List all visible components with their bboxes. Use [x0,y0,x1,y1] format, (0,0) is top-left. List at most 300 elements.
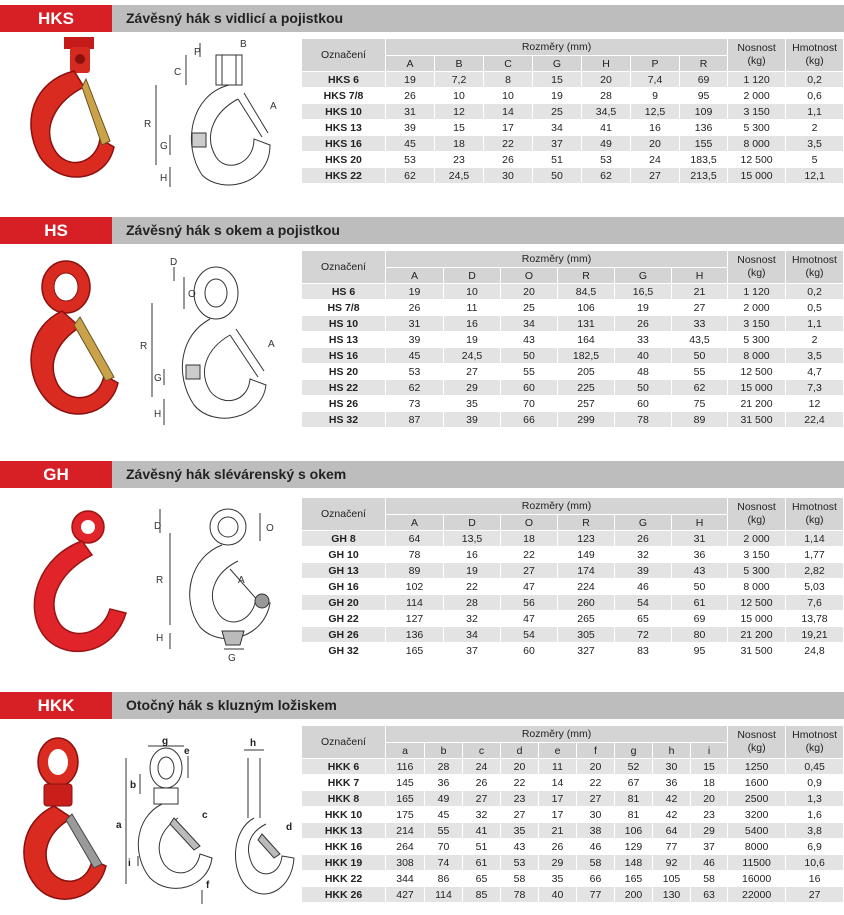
hmotnost-cell: 1,14 [786,531,844,547]
dimension-cell: 58 [577,855,615,871]
product-designation: GH 10 [302,547,386,563]
col-header-dim: b [425,743,463,759]
dimension-cell: 66 [577,871,615,887]
dimension-cell: 34,5 [582,104,631,120]
dimension-cell: 19 [386,72,435,88]
dimension-cell: 50 [533,168,582,184]
dimension-cell: 15 [435,120,484,136]
product-designation: GH 16 [302,579,386,595]
dimension-cell: 85 [463,887,501,903]
dimension-cell: 43,5 [672,332,728,348]
dimension-cell: 40 [615,348,672,364]
dimension-cell: 72 [615,627,672,643]
dimension-cell: 20 [631,136,680,152]
hook-photo [18,257,128,432]
dim-label: a [116,820,122,831]
dimension-cell: 27 [577,791,615,807]
product-designation: HKK 16 [302,839,386,855]
dim-label: A [270,101,277,112]
product-designation: GH 20 [302,595,386,611]
dimension-cell: 39 [444,412,501,428]
hmotnost-cell: 5 [786,152,844,168]
col-header-hmotnost: Hmotnost (kg) [786,498,844,531]
dimension-cell: 20 [582,72,631,88]
hmotnost-cell: 6,9 [786,839,844,855]
dimension-cell: 305 [558,627,615,643]
product-designation: HKS 20 [302,152,386,168]
dimension-cell: 10 [435,88,484,104]
dimension-cell: 26 [386,300,444,316]
dimension-cell: 50 [615,380,672,396]
product-designation: HKK 7 [302,775,386,791]
dimension-cell: 15 [691,759,728,775]
hmotnost-cell: 0,5 [786,300,844,316]
dimension-cell: 19 [386,284,444,300]
dimension-cell: 69 [680,72,728,88]
dimension-cell: 45 [386,136,435,152]
dimension-cell: 54 [501,627,558,643]
dimension-cell: 129 [615,839,653,855]
col-header-dim: c [463,743,501,759]
dimension-cell: 42 [653,791,691,807]
dimension-cell: 149 [558,547,615,563]
spec-table [301,250,844,428]
table-row [302,791,844,807]
hmotnost-cell: 0,9 [786,775,844,791]
col-header-oznaceni: Označení [302,251,386,284]
dimension-cell: 53 [582,152,631,168]
product-designation: HKK 8 [302,791,386,807]
dim-label: b [130,780,137,791]
dimension-cell: 165 [386,791,425,807]
nosnost-cell: 3200 [728,807,786,823]
nosnost-cell: 16000 [728,871,786,887]
dimension-cell: 182,5 [558,348,615,364]
dimension-cell: 165 [615,871,653,887]
dimension-cell: 30 [577,807,615,823]
product-title: Závěsný hák s vidlicí a pojistkou [126,10,344,26]
col-header-dim: D [444,515,501,531]
nosnost-cell: 8 000 [728,348,786,364]
dimension-cell: 114 [425,887,463,903]
nosnost-cell: 12 500 [728,364,786,380]
dimension-cell: 16 [631,120,680,136]
dimension-cell: 10 [484,88,533,104]
nosnost-cell: 31 500 [728,412,786,428]
nosnost-cell: 5400 [728,823,786,839]
hook-photo [14,736,114,911]
nosnost-cell: 1250 [728,759,786,775]
hmotnost-cell: 7,3 [786,380,844,396]
hmotnost-cell: 1,1 [786,316,844,332]
table-row [302,595,844,611]
dim-label: R [140,341,148,352]
product-designation: HKK 19 [302,855,386,871]
section-header [0,5,844,32]
hmotnost-cell: 22,4 [786,412,844,428]
dim-label: P [194,47,201,58]
dimension-cell: 25 [501,300,558,316]
dimension-cell: 427 [386,887,425,903]
dimension-cell: 18 [501,531,558,547]
dimension-cell: 205 [558,364,615,380]
dimension-cell: 17 [539,791,577,807]
table-row [302,643,844,659]
dimension-cell: 53 [386,152,435,168]
col-header-dim: C [484,56,533,72]
dimension-cell: 20 [501,759,539,775]
dimension-cell: 87 [386,412,444,428]
table-row [302,72,844,88]
hmotnost-cell: 0,2 [786,284,844,300]
nosnost-cell: 15 000 [728,168,786,184]
table-row [302,627,844,643]
hmotnost-cell: 12,1 [786,168,844,184]
hmotnost-cell: 0,2 [786,72,844,88]
dimension-cell: 16 [444,547,501,563]
dimension-cell: 24 [463,759,501,775]
table-row [302,284,844,300]
product-code: HKS [0,5,112,32]
col-header-dim: H [582,56,631,72]
dimension-cell: 29 [444,380,501,396]
dimension-cell: 37 [444,643,501,659]
dimension-cell: 130 [653,887,691,903]
dimension-cell: 77 [577,887,615,903]
col-header-dim: H [672,268,728,284]
col-header-nosnost: Nosnost (kg) [728,498,786,531]
dimension-cell: 114 [386,595,444,611]
spec-table [301,497,844,659]
dimension-cell: 35 [444,396,501,412]
dimension-cell: 67 [615,775,653,791]
nosnost-cell: 2 000 [728,300,786,316]
dimension-cell: 39 [615,563,672,579]
dimension-cell: 81 [615,791,653,807]
dimension-cell: 109 [680,104,728,120]
dimension-cell: 14 [484,104,533,120]
hmotnost-cell: 7,6 [786,595,844,611]
dimension-cell: 45 [386,348,444,364]
section-gh [0,461,844,676]
dimension-cell: 40 [539,887,577,903]
dimension-cell: 63 [691,887,728,903]
dimension-cell: 83 [615,643,672,659]
dimension-cell: 30 [653,759,691,775]
dimension-cell: 36 [653,775,691,791]
hmotnost-cell: 3,5 [786,348,844,364]
dimension-cell: 62 [582,168,631,184]
col-header-rozmery: Rozměry (mm) [386,39,728,56]
table-body [302,284,844,428]
dimension-cell: 213,5 [680,168,728,184]
hmotnost-cell: 12 [786,396,844,412]
dimension-cell: 46 [577,839,615,855]
dimension-cell: 78 [615,412,672,428]
dimension-cell: 131 [558,316,615,332]
dimension-cell: 51 [533,152,582,168]
dimension-cell: 78 [501,887,539,903]
dimension-cell: 78 [386,547,444,563]
dim-label: O [188,289,196,300]
dimension-cell: 265 [558,611,615,627]
dimension-cell: 86 [425,871,463,887]
section-hs [0,217,844,442]
hmotnost-cell: 4,7 [786,364,844,380]
hmotnost-cell: 3,5 [786,136,844,152]
dimension-cell: 18 [691,775,728,791]
dimension-cell: 92 [653,855,691,871]
dimension-cell: 136 [386,627,444,643]
dimension-cell: 200 [615,887,653,903]
dimension-cell: 10 [444,284,501,300]
nosnost-cell: 2500 [728,791,786,807]
table-row [302,380,844,396]
hmotnost-cell: 2,82 [786,563,844,579]
dimension-diagram [140,499,300,669]
dimension-cell: 64 [386,531,444,547]
dimension-cell: 23 [691,807,728,823]
dimension-cell: 55 [425,823,463,839]
dimension-cell: 32 [615,547,672,563]
nosnost-cell: 11500 [728,855,786,871]
dimension-cell: 60 [501,643,558,659]
dimension-diagram [114,738,300,913]
dimension-cell: 36 [672,547,728,563]
dimension-cell: 46 [691,855,728,871]
nosnost-cell: 8000 [728,839,786,855]
col-header-dim: G [615,268,672,284]
dimension-cell: 308 [386,855,425,871]
dimension-cell: 39 [386,332,444,348]
product-designation: HKK 13 [302,823,386,839]
section-hks [0,5,844,200]
dim-label: i [128,858,131,869]
dimension-cell: 58 [691,871,728,887]
dimension-cell: 27 [444,364,501,380]
table-row [302,579,844,595]
dim-label: D [154,521,162,532]
dimension-cell: 22 [501,775,539,791]
product-title: Závěsný hák slévárenský s okem [126,466,347,482]
dimension-cell: 22 [484,136,533,152]
hmotnost-cell: 16 [786,871,844,887]
hook-photo [22,509,132,669]
dimension-cell: 74 [425,855,463,871]
table-body [302,72,844,184]
product-code: HS [0,217,112,244]
table-row [302,823,844,839]
product-code: GH [0,461,112,488]
col-header-dim: g [615,743,653,759]
dimension-cell: 60 [615,396,672,412]
product-designation: GH 26 [302,627,386,643]
dimension-cell: 33 [672,316,728,332]
dimension-cell: 50 [672,579,728,595]
dimension-cell: 225 [558,380,615,396]
col-header-rozmery: Rozměry (mm) [386,251,728,268]
dimension-cell: 327 [558,643,615,659]
table-row [302,531,844,547]
dim-label: H [156,633,164,644]
nosnost-cell: 21 200 [728,396,786,412]
dimension-cell: 46 [615,579,672,595]
nosnost-cell: 12 500 [728,595,786,611]
nosnost-cell: 3 150 [728,316,786,332]
product-designation: HKS 13 [302,120,386,136]
spec-table [301,38,844,184]
product-designation: GH 32 [302,643,386,659]
dimension-cell: 34 [501,316,558,332]
dimension-cell: 19 [444,563,501,579]
product-designation: HS 32 [302,412,386,428]
dimension-cell: 39 [386,120,435,136]
product-designation: HKK 6 [302,759,386,775]
product-designation: HS 20 [302,364,386,380]
nosnost-cell: 22000 [728,887,786,903]
dimension-cell: 35 [539,871,577,887]
dimension-cell: 62 [386,380,444,396]
dimension-cell: 22 [577,775,615,791]
dimension-cell: 136 [680,120,728,136]
dimension-cell: 41 [463,823,501,839]
dimension-cell: 52 [615,759,653,775]
dim-label: H [154,409,162,420]
col-header-dim: G [533,56,582,72]
dimension-cell: 53 [501,855,539,871]
nosnost-cell: 31 500 [728,643,786,659]
nosnost-cell: 1 120 [728,72,786,88]
dimension-cell: 36 [425,775,463,791]
product-designation: HKK 22 [302,871,386,887]
product-title: Závěsný hák s okem a pojistkou [126,222,340,238]
col-header-oznaceni: Označení [302,726,386,759]
dimension-cell: 29 [691,823,728,839]
dimension-cell: 260 [558,595,615,611]
dimension-cell: 13,5 [444,531,501,547]
dimension-cell: 43 [501,839,539,855]
dimension-cell: 17 [539,807,577,823]
col-header-dim: O [501,268,558,284]
dimension-cell: 27 [501,563,558,579]
table-row [302,855,844,871]
dim-label: A [238,575,245,586]
dimension-cell: 299 [558,412,615,428]
dimension-cell: 11 [539,759,577,775]
nosnost-cell: 8 000 [728,136,786,152]
dimension-cell: 22 [444,579,501,595]
dimension-cell: 257 [558,396,615,412]
col-header-nosnost: Nosnost (kg) [728,251,786,284]
dim-label: G [228,653,236,664]
dimension-cell: 49 [425,791,463,807]
col-header-dim: O [501,515,558,531]
product-designation: HS 22 [302,380,386,396]
table-row [302,120,844,136]
dimension-cell: 164 [558,332,615,348]
dimension-cell: 14 [539,775,577,791]
product-designation: HKS 6 [302,72,386,88]
dimension-cell: 20 [577,759,615,775]
dimension-cell: 105 [653,871,691,887]
hmotnost-cell: 24,8 [786,643,844,659]
dimension-cell: 77 [653,839,691,855]
nosnost-cell: 1 120 [728,284,786,300]
dimension-cell: 27 [631,168,680,184]
hmotnost-cell: 1,3 [786,791,844,807]
dimension-diagram [130,257,300,432]
dimension-cell: 31 [386,316,444,332]
product-designation: HKS 22 [302,168,386,184]
dim-label: R [144,119,152,130]
dimension-cell: 16 [444,316,501,332]
hmotnost-cell: 0,45 [786,759,844,775]
dim-label: c [202,810,208,821]
dimension-cell: 49 [582,136,631,152]
table-row [302,364,844,380]
dimension-cell: 148 [615,855,653,871]
dimension-cell: 9 [631,88,680,104]
table-row [302,775,844,791]
dimension-cell: 123 [558,531,615,547]
table-row [302,348,844,364]
dimension-cell: 183,5 [680,152,728,168]
dimension-cell: 41 [582,120,631,136]
dimension-cell: 89 [672,412,728,428]
dimension-cell: 32 [463,807,501,823]
nosnost-cell: 5 300 [728,563,786,579]
product-designation: HKS 10 [302,104,386,120]
col-header-dim: R [558,515,615,531]
hmotnost-cell: 13,78 [786,611,844,627]
dimension-cell: 214 [386,823,425,839]
dimension-cell: 65 [615,611,672,627]
col-header-hmotnost: Hmotnost (kg) [786,39,844,72]
col-header-hmotnost: Hmotnost (kg) [786,251,844,284]
product-designation: HKS 7/8 [302,88,386,104]
col-header-hmotnost: Hmotnost (kg) [786,726,844,759]
dimension-cell: 8 [484,72,533,88]
dimension-cell: 344 [386,871,425,887]
table-body [302,759,844,903]
dimension-cell: 11 [444,300,501,316]
dimension-cell: 23 [435,152,484,168]
product-designation: HS 7/8 [302,300,386,316]
dimension-cell: 25 [533,104,582,120]
product-designation: HS 13 [302,332,386,348]
col-header-dim: e [539,743,577,759]
dim-label: O [266,523,274,534]
col-header-dim: H [672,515,728,531]
dimension-cell: 89 [386,563,444,579]
dimension-cell: 174 [558,563,615,579]
dimension-cell: 27 [501,807,539,823]
dimension-cell: 47 [501,611,558,627]
dimension-cell: 38 [577,823,615,839]
col-header-dim: B [435,56,484,72]
dimension-cell: 61 [463,855,501,871]
dimension-cell: 20 [501,284,558,300]
dimension-cell: 155 [680,136,728,152]
col-header-dim: h [653,743,691,759]
table-row [302,104,844,120]
col-header-oznaceni: Označení [302,498,386,531]
dimension-cell: 84,5 [558,284,615,300]
dim-label: h [250,738,257,749]
section-header [0,461,844,488]
product-designation: HS 16 [302,348,386,364]
dimension-cell: 70 [501,396,558,412]
